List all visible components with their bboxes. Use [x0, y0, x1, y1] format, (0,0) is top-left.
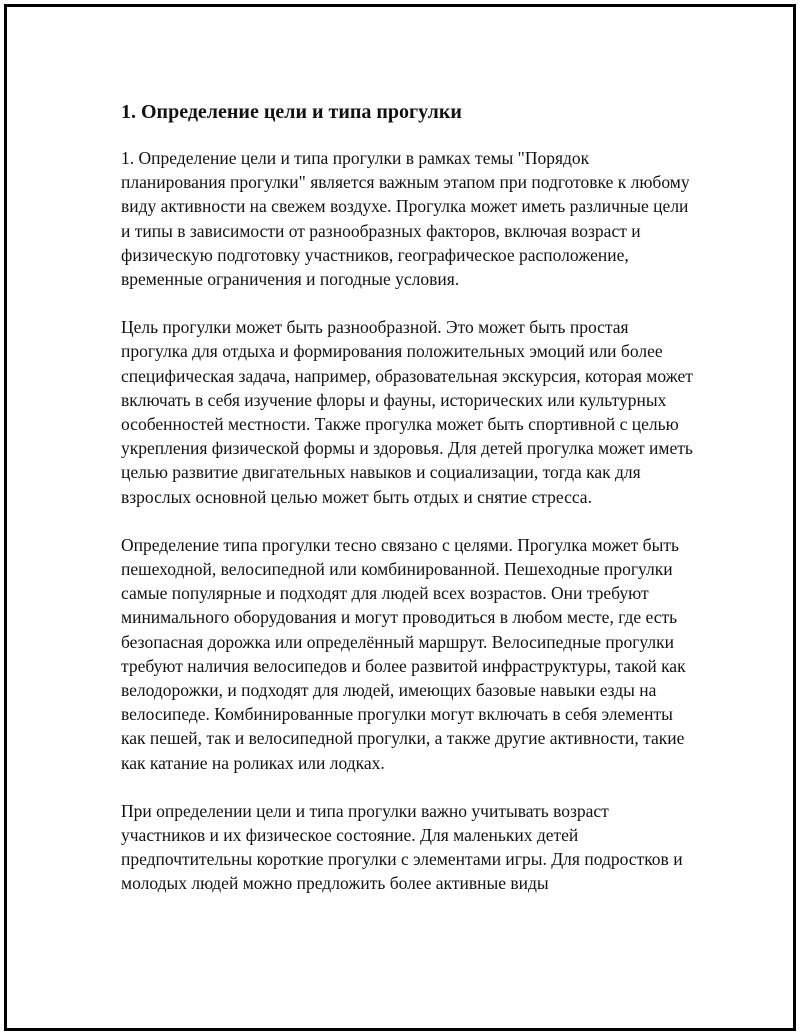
document-content: [121, 99, 696, 920]
paragraph-goals: Цель прогулки может быть разнообразной. Это может быть простая прогулка для отдыха и формирования положительных эмоций или более специфическая задача, например, образовательная экскурсия, которая может включать в себя изучение флоры и фауны, исторических или культурных особенностей местности. Также прогулка может быть спортивной с целью укрепления физической формы и здоровья. Для детей прогулка может иметь целью развитие двигательных навыков и социализации, тогда как для взрослых основной целью может быть отдых и снятие стресса.: [121, 317, 693, 507]
paragraph-types: Определение типа прогулки тесно связано с целями. Прогулка может быть пешеходной, велосипедной или комбинированной. Пешеходные прогулки самые популярные и подходят для людей всех возрастов. Они требуют минимального оборудования и могут проводиться в любом месте, где есть безопасная дорожка или определённый маршрут. Велосипедные прогулки требуют наличия велосипедов и более развитой инфраструктуры, такой как велодорожки, и подходят для людей, имеющих базовые навыки езды на велосипеде. Комбинированные прогулки могут включать в себя элементы как пешей, так и велосипедной прогулки, а также другие активности, такие как катание на роликах или лодках.: [121, 534, 686, 773]
paragraph-considerations: При определении цели и типа прогулки важно учитывать возраст участников и их физическое состояние. Для маленьких детей предпочтительны короткие прогулки с элементами игры. Для подростков и молодых людей можно предложить более активные виды: [121, 800, 683, 894]
section-heading: 1. Определение цели и типа прогулки: [121, 101, 462, 123]
document-page: [4, 4, 796, 1031]
paragraph-intro: 1. Определение цели и типа прогулки в рамках темы "Порядок планирования прогулки" является важным этапом при подготовке к любому виду активности на свежем воздухе. Прогулка может иметь различные цели и типы в зависимости от разнообразных факторов, включая возраст и физическую подготовку участников, географическое расположение, временные ограничения и погодные условия.: [121, 148, 690, 290]
